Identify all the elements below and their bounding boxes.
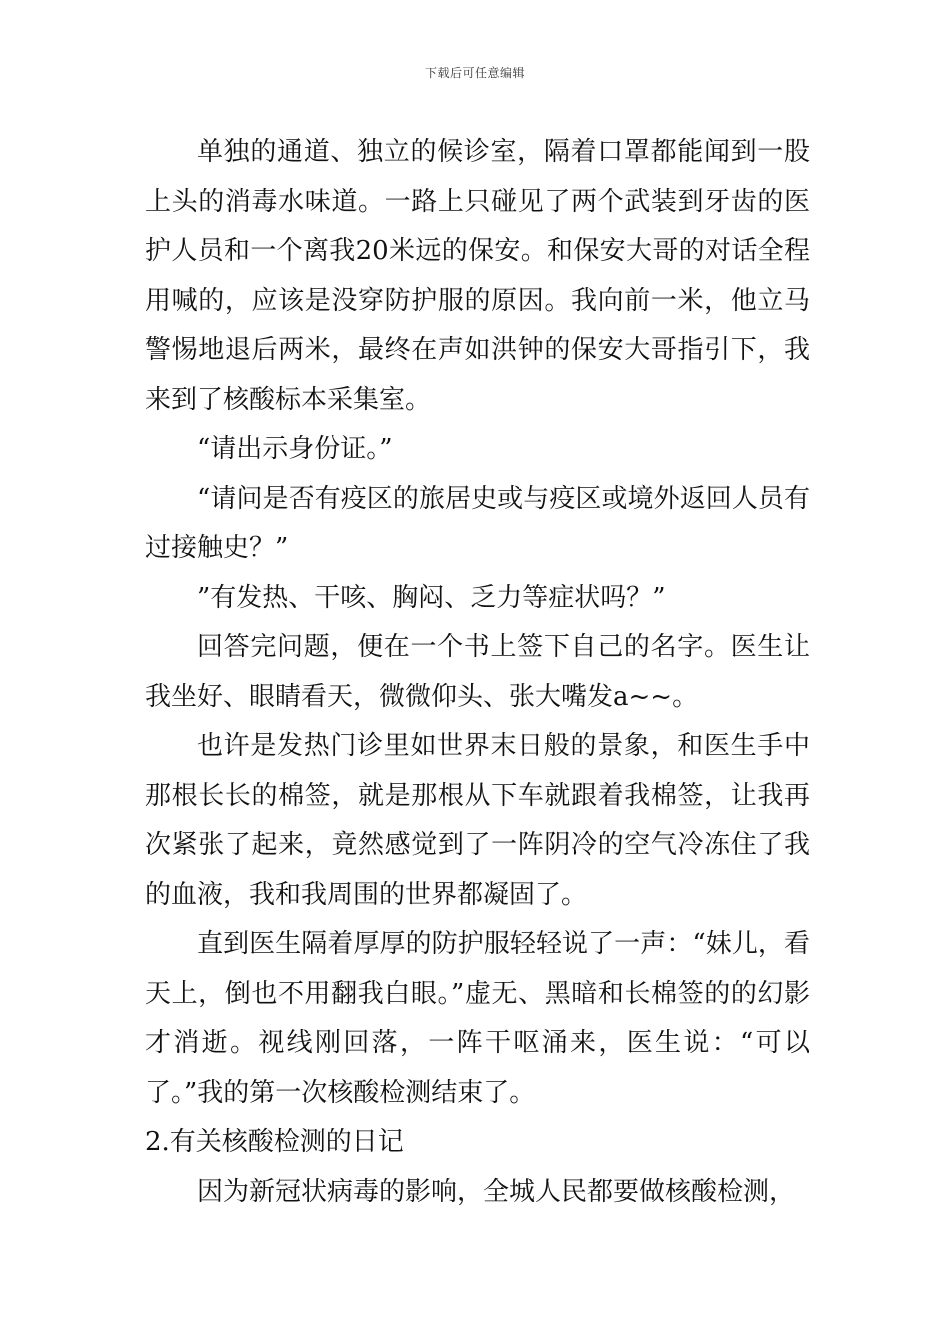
paragraph-test-finished: 直到医生隔着厚厚的防护服轻轻说了一声：“妹儿，看天上，倒也不用翻我白眼。”虚无、黑暗和长棉签的的幻影才消逝。视线刚回落，一阵干呕涌来，医生说：“可以了。”我的第一次核酸检测结束了。 [145,929,810,1108]
page-header: 下载后可任意编辑 [424,66,525,80]
paragraph-id-request: “请出示身份证。” [197,434,393,464]
section-heading: 2.有关核酸检测的日记 [145,1127,404,1157]
paragraph-nervous: 也许是发热门诊里如世界末日般的景象，和医生手中那根长长的棉签，就是那根从下车就跟着我棉签，让我再次紧张了起来，竟然感觉到了一阵阴冷的空气冷冻住了我的血液，我和我周围的世界都凝固了。 [145,731,810,910]
paragraph-sign-name: 回答完问题，便在一个书上签下自己的名字。医生让我坐好、眼睛看天，微微仰头、张大嘴发a~~。 [145,632,810,712]
document-body [145,128,810,1217]
paragraph-citywide-testing: 因为新冠状病毒的影响，全城人民都要做核酸检测， [197,1176,796,1207]
paragraph-symptom-question: ”有发热、干咳、胸闷、乏力等症状吗？” [197,582,666,613]
paragraph-clinic-arrival: 单独的通道、独立的候诊室，隔着口罩都能闻到一股上头的消毒水味道。一路上只碰见了两个武装到牙齿的医护人员和一个离我20米远的保安。和保安大哥的对话全程用喊的，应该是没穿防护服的原因。我向前一米，他立马警惕地退后两米，最终在声如洪钟的保安大哥指引下，我来到了核酸标本采集室。 [145,137,810,415]
paragraph-travel-question: “请问是否有疫区的旅居史或与疫区或境外返回人员有过接触史？” [145,483,810,563]
